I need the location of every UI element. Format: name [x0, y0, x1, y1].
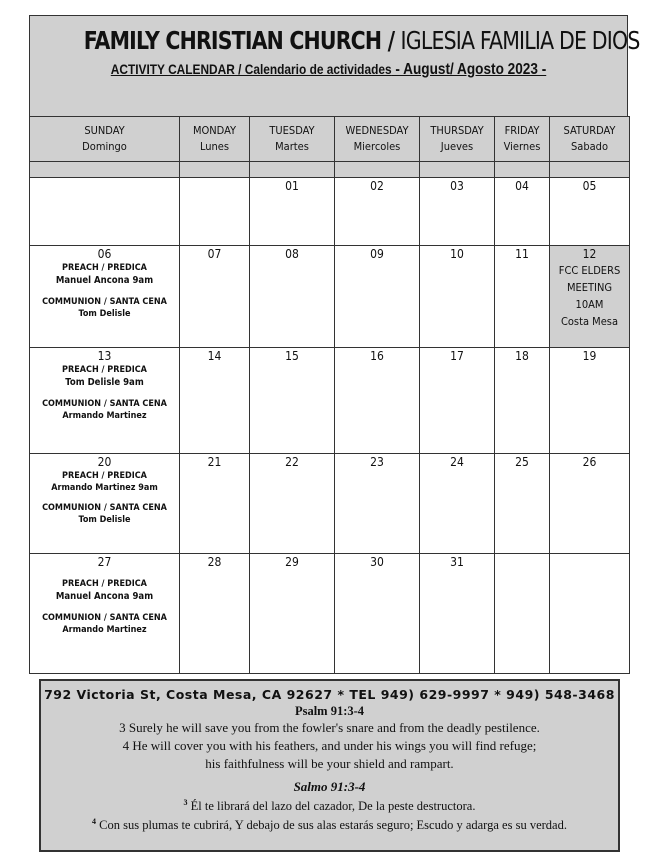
day-number: 15: [285, 349, 299, 363]
day-cell: [420, 554, 495, 674]
day-number: 11: [515, 247, 529, 261]
verse-text: Él te librará del lazo del cazador, De la peste destructora.: [187, 799, 476, 814]
spacer-cell: [550, 162, 630, 178]
weekday-es: Miercoles: [353, 140, 401, 153]
psalm-title: Psalm 91:3-4: [294, 704, 365, 718]
weekday-friday: [495, 117, 550, 162]
subtitle-calendar: ACTIVITY CALENDAR / Calendario de actividades: [110, 61, 392, 77]
psalm-line: 4 He will cover you with his feathers, and under his wings you will find refuge;: [122, 738, 537, 753]
spacer-cell: [335, 162, 420, 178]
event-communion-server: Armando Martinez: [62, 625, 147, 635]
day-number: 17: [450, 349, 464, 363]
verse-text: Con sus plumas te cubrirá, Y debajo de sus alas estarás seguro; Escudo y adarga es su verdad.: [96, 818, 567, 833]
event-preacher: Tom Delisle 9am: [65, 377, 144, 388]
church-address: 792 Victoria St, Costa Mesa, CA 92627 * TEL 949) 629-9997 * 949) 548-3468: [44, 687, 615, 702]
event-preacher: Armando Martinez 9am: [51, 483, 158, 493]
day-number: 04: [515, 179, 529, 193]
page-title: [83, 26, 640, 55]
day-number: 07: [207, 247, 222, 261]
title-english: FAMILY CHRISTIAN CHURCH: [83, 26, 382, 55]
day-cell: [420, 246, 495, 348]
spacer-cell: [180, 162, 250, 178]
salmo-title: Salmo 91:3-4: [293, 779, 366, 794]
day-cell: [180, 348, 250, 454]
day-cell: [420, 178, 495, 246]
day-cell-sunday: [30, 454, 180, 554]
event-preacher: Manuel Ancona 9am: [55, 591, 154, 602]
day-cell: [180, 178, 250, 246]
day-cell: [180, 246, 250, 348]
event-communion-server: Tom Delisle: [78, 309, 131, 319]
event-line: Costa Mesa: [560, 315, 619, 328]
day-cell: [550, 348, 630, 454]
event-communion-label: COMMUNION / SANTA CENA: [42, 297, 167, 307]
spacer-cell: [30, 162, 180, 178]
weekday-en: SUNDAY: [84, 124, 125, 137]
day-number: 23: [370, 455, 384, 469]
event-preacher: Manuel Ancona 9am: [55, 275, 154, 286]
event-gap: [30, 604, 179, 612]
day-cell: [550, 178, 630, 246]
day-cell: [495, 454, 550, 554]
spacer-cell: [420, 162, 495, 178]
verse-number: 3: [183, 798, 188, 807]
week-row: [30, 178, 630, 246]
weekday-thursday: [420, 117, 495, 162]
day-cell: [250, 178, 335, 246]
day-cell: [335, 178, 420, 246]
day-cell: [335, 554, 420, 674]
day-number: 08: [285, 247, 299, 261]
page-subtitle: [75, 61, 582, 79]
weekday-es: Martes: [275, 140, 309, 153]
event-communion-label: COMMUNION / SANTA CENA: [42, 503, 167, 513]
weekday-saturday: [550, 117, 630, 162]
day-number: 26: [582, 455, 597, 469]
day-number: 14: [207, 349, 222, 363]
day-number: 30: [370, 555, 384, 569]
event-gap: [30, 570, 179, 578]
day-number: 03: [450, 179, 464, 193]
day-cell-sunday: [30, 246, 180, 348]
weekday-sunday: [30, 117, 180, 162]
day-number: 10: [450, 247, 464, 261]
event-preach-label: PREACH / PREDICA: [62, 579, 147, 589]
event-gap: [30, 494, 179, 502]
day-number: 21: [207, 455, 222, 469]
weekday-en: WEDNESDAY: [345, 124, 409, 137]
weekday-es: Viernes: [503, 140, 541, 153]
day-cell: [30, 178, 180, 246]
weekday-en: TUESDAY: [269, 124, 315, 137]
day-number: 16: [370, 349, 384, 363]
event-gap: [30, 390, 179, 398]
day-cell: [335, 246, 420, 348]
day-number: 19: [582, 349, 597, 363]
spacer-row: [30, 162, 630, 178]
day-cell: [550, 454, 630, 554]
day-number: 13: [97, 349, 112, 363]
footer-box: [39, 679, 620, 852]
weekday-es: Lunes: [199, 140, 230, 153]
day-number: 20: [97, 455, 112, 469]
weekday-en: SATURDAY: [563, 124, 616, 137]
day-cell-elders-meeting: [550, 246, 630, 348]
calendar-grid: [29, 116, 630, 674]
week-row: [30, 246, 630, 348]
day-number: 25: [515, 455, 529, 469]
event-communion-label: COMMUNION / SANTA CENA: [42, 399, 167, 409]
event-communion-label: COMMUNION / SANTA CENA: [42, 613, 167, 623]
salmo-line: [41, 814, 618, 833]
title-separator: /: [381, 26, 401, 55]
event-line: MEETING: [566, 281, 613, 294]
day-cell: [495, 554, 550, 674]
day-cell: [180, 454, 250, 554]
day-number: 02: [370, 179, 384, 193]
day-number: 05: [582, 179, 597, 193]
day-cell-sunday: [30, 348, 180, 454]
weekday-monday: [180, 117, 250, 162]
event-preach-label: PREACH / PREDICA: [62, 471, 147, 481]
weekday-en: THURSDAY: [430, 124, 484, 137]
day-cell: [495, 246, 550, 348]
day-cell: [335, 454, 420, 554]
day-cell: [250, 348, 335, 454]
week-row: [30, 454, 630, 554]
day-cell-sunday: [30, 554, 180, 674]
day-cell: [335, 348, 420, 454]
day-number: 18: [515, 349, 529, 363]
day-cell: [180, 554, 250, 674]
day-cell: [550, 554, 630, 674]
day-number: 09: [370, 247, 384, 261]
day-cell: [250, 246, 335, 348]
event-preach-label: PREACH / PREDICA: [62, 365, 147, 375]
title-spanish: IGLESIA FAMILIA DE DIOS: [400, 26, 640, 55]
day-number: 06: [97, 247, 112, 261]
weekday-es: Domingo: [82, 140, 127, 153]
day-cell: [420, 348, 495, 454]
spacer-cell: [250, 162, 335, 178]
week-row: [30, 554, 630, 674]
day-number: 31: [450, 555, 464, 569]
day-number: 22: [285, 455, 299, 469]
salmo-line: [41, 795, 618, 814]
psalm-line: his faithfulness will be your shield and rampart.: [205, 756, 454, 771]
event-communion-server: Tom Delisle: [78, 515, 131, 525]
event-line: 10AM: [575, 298, 604, 311]
weekday-wednesday: [335, 117, 420, 162]
day-number: 28: [207, 555, 222, 569]
week-row: [30, 348, 630, 454]
weekday-es: Sabado: [570, 140, 609, 153]
weekday-en: MONDAY: [192, 124, 237, 137]
day-cell: [495, 178, 550, 246]
day-number: 29: [285, 555, 299, 569]
day-number: 24: [450, 455, 464, 469]
weekday-tuesday: [250, 117, 335, 162]
event-gap: [30, 288, 179, 296]
day-number: 12: [582, 247, 597, 261]
weekday-en: FRIDAY: [504, 124, 540, 137]
day-cell: [250, 454, 335, 554]
verse-number: 4: [92, 817, 97, 827]
day-cell: [420, 454, 495, 554]
event-communion-server: Armando Martinez: [62, 411, 147, 421]
weekday-header-row: [30, 117, 630, 162]
subtitle-month: - August/ Agosto 2023 -: [391, 61, 547, 78]
day-cell: [250, 554, 335, 674]
psalm-line: 3 Surely he will save you from the fowler's snare and from the deadly pestilence.: [119, 720, 540, 735]
day-cell: [495, 348, 550, 454]
event-line: FCC ELDERS: [558, 264, 621, 277]
day-number: 01: [285, 179, 299, 193]
calendar-header: [29, 15, 640, 117]
spacer-cell: [495, 162, 550, 178]
event-preach-label: PREACH / PREDICA: [62, 263, 147, 273]
weekday-es: Jueves: [440, 140, 474, 153]
day-number: 27: [97, 555, 112, 569]
